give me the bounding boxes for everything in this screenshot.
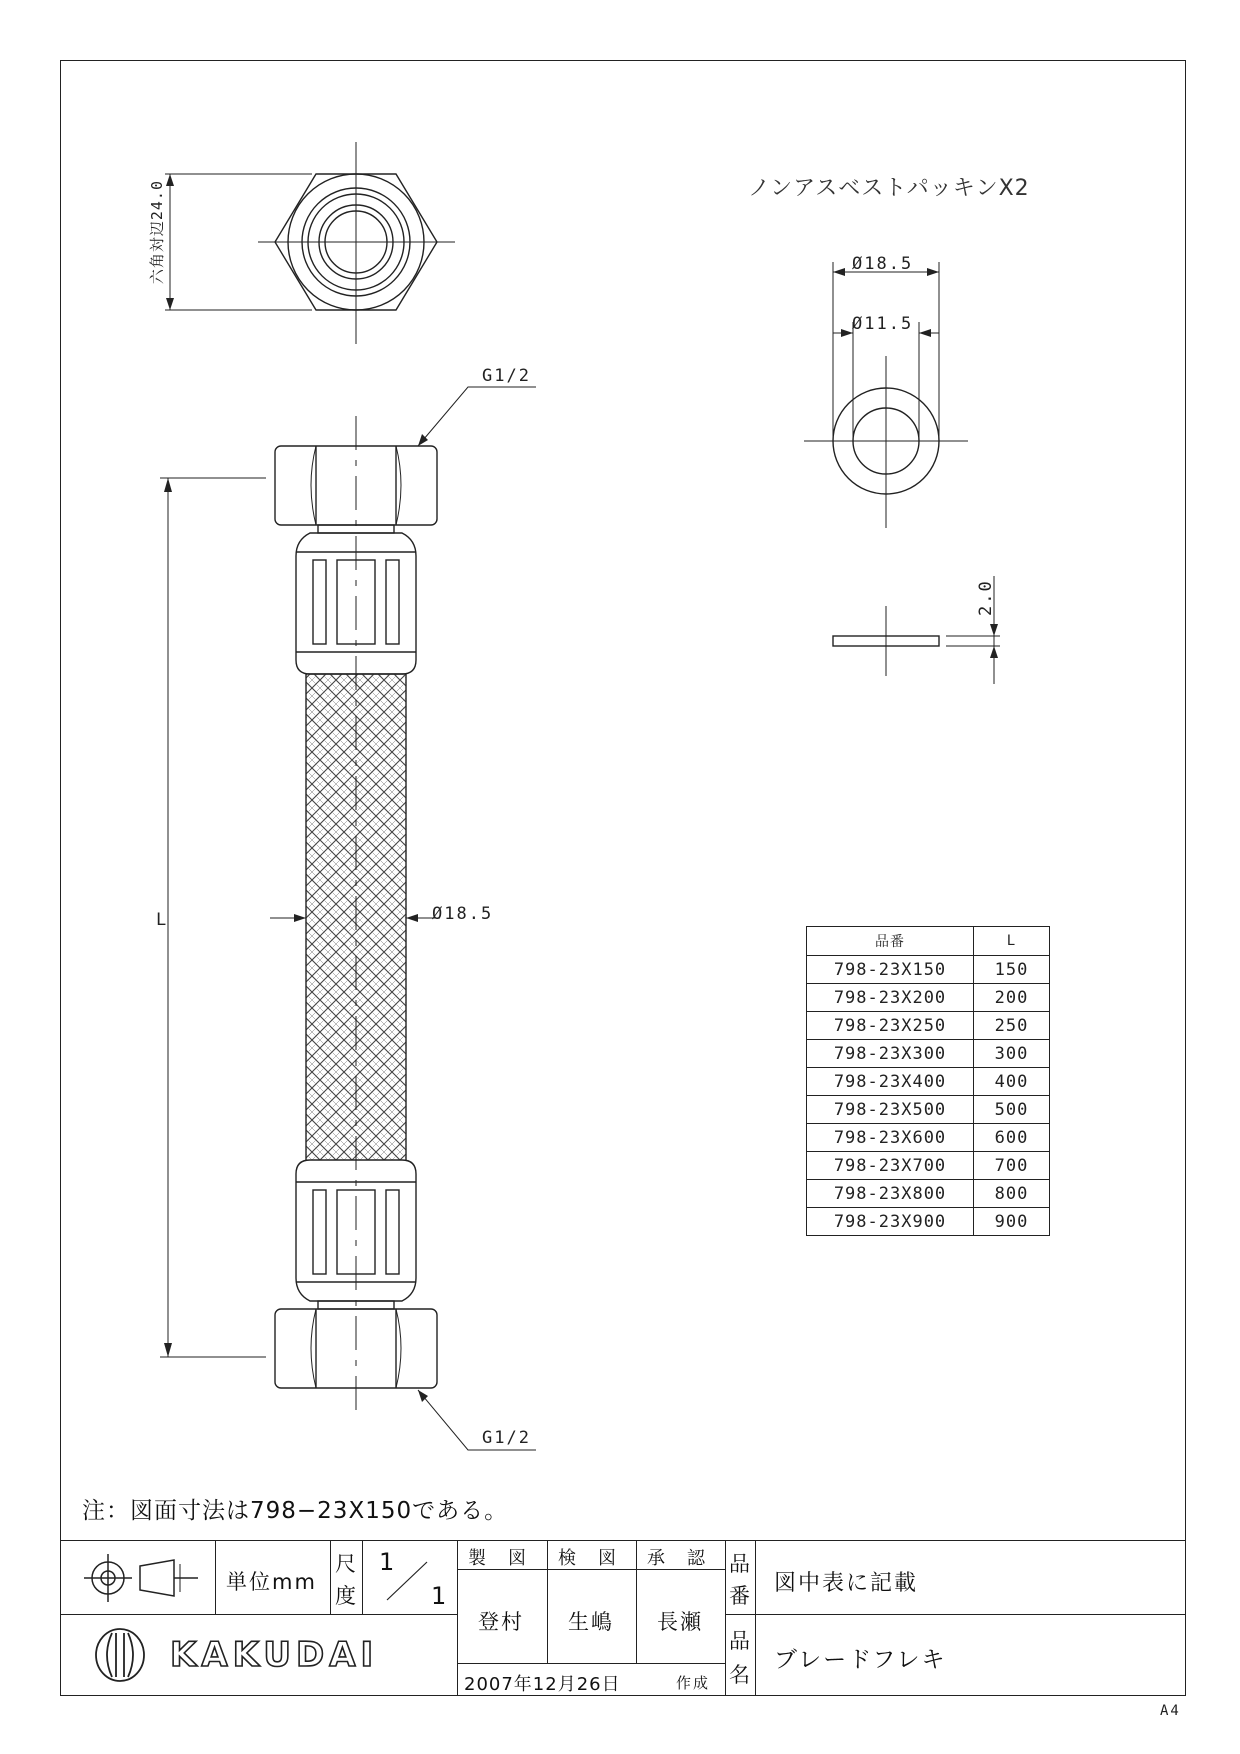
drawn-label-cell [458, 1540, 548, 1570]
sheet-size-label: A4 [1160, 1703, 1181, 1719]
table-cell-length: 250 [974, 1012, 1050, 1040]
unit-value: 単位mm [226, 1570, 317, 1594]
table-cell-length: 150 [974, 956, 1050, 984]
company-logo-cell [60, 1615, 458, 1696]
table-row [807, 1040, 1050, 1068]
table-cell-length: 500 [974, 1096, 1050, 1124]
title-block [60, 1540, 1186, 1696]
table-row [807, 1208, 1050, 1236]
table-cell-part-no: 798-23X900 [807, 1208, 974, 1236]
table-cell-part-no: 798-23X200 [807, 984, 974, 1012]
approved-label: 承 認 [647, 1548, 707, 1569]
table-row [807, 1180, 1050, 1208]
table-cell-length: 400 [974, 1068, 1050, 1096]
part-name-label-2: 名 [729, 1663, 752, 1687]
drawing-note: 注：図面寸法は798−23X150である。 [82, 1498, 509, 1524]
scale-label-2: 度 [335, 1584, 358, 1608]
table-row [807, 1096, 1050, 1124]
part-name-label-1: 品 [729, 1629, 752, 1653]
table-row [807, 956, 1050, 984]
table-cell-part-no: 798-23X400 [807, 1068, 974, 1096]
unit-cell [216, 1540, 331, 1615]
part-name-value: ブレードフレキ [774, 1647, 947, 1673]
table-cell-part-no: 798-23X700 [807, 1152, 974, 1180]
part-no-label-1: 品 [729, 1552, 752, 1576]
part-name-value-cell [756, 1615, 1186, 1696]
packing-top-view [804, 262, 968, 528]
table-row [807, 984, 1050, 1012]
hose-diameter-label: Ø18.5 [432, 904, 494, 924]
drawn-by-cell [458, 1570, 548, 1664]
creation-date: 2007年12月26日 [464, 1674, 621, 1695]
packing-title: ノンアスベストパッキンX2 [748, 176, 1030, 201]
table-cell-part-no: 798-23X500 [807, 1096, 974, 1124]
checked-by: 生嶋 [568, 1610, 614, 1634]
checked-label: 検 図 [558, 1548, 618, 1569]
approved-label-cell [637, 1540, 726, 1570]
table-header-row [807, 927, 1050, 956]
scale-denominator: 1 [431, 1582, 449, 1610]
approved-by-cell [637, 1570, 726, 1664]
table-cell-part-no: 798-23X300 [807, 1040, 974, 1068]
table-cell-part-no: 798-23X800 [807, 1180, 974, 1208]
projection-symbol-icon [60, 1540, 216, 1615]
part-no-label-cell [726, 1540, 756, 1615]
scale-label-1: 尺 [335, 1552, 358, 1576]
part-no-label-2: 番 [729, 1584, 752, 1608]
packing-side-view [833, 576, 1000, 684]
hex-end-view [165, 142, 455, 344]
packing-inner-label: Ø11.5 [852, 314, 914, 334]
table-cell-part-no: 798-23X600 [807, 1124, 974, 1152]
table-cell-length: 700 [974, 1152, 1050, 1180]
date-cell [458, 1664, 726, 1696]
table-header-part-no: 品番 [807, 927, 974, 956]
hex-width-label: 六角対辺24.0 [148, 180, 166, 285]
table-cell-part-no: 798-23X150 [807, 956, 974, 984]
table-header-length: L [974, 927, 1050, 956]
scale-label-cell [331, 1540, 363, 1615]
packing-outer-label: Ø18.5 [852, 254, 914, 274]
part-name-label-cell [726, 1615, 756, 1696]
table-row [807, 1012, 1050, 1040]
thread-top-label: G1/2 [482, 366, 531, 386]
drawn-by: 登村 [478, 1610, 524, 1634]
table-cell-length: 900 [974, 1208, 1050, 1236]
table-row [807, 1152, 1050, 1180]
table-cell-length: 300 [974, 1040, 1050, 1068]
approved-by: 長瀬 [657, 1610, 703, 1634]
parts-table [806, 926, 1050, 1236]
thread-bottom-label: G1/2 [482, 1428, 531, 1448]
table-cell-length: 800 [974, 1180, 1050, 1208]
table-cell-part-no: 798-23X250 [807, 1012, 974, 1040]
table-row [807, 1068, 1050, 1096]
packing-thickness-label: 2.0 [976, 579, 996, 616]
length-label: L [156, 910, 169, 930]
scale-numerator: 1 [379, 1548, 397, 1576]
checked-by-cell [548, 1570, 637, 1664]
kakudai-logo-icon [80, 1615, 160, 1696]
table-cell-length: 600 [974, 1124, 1050, 1152]
drawn-label: 製 図 [468, 1548, 528, 1569]
table-row [807, 1124, 1050, 1152]
scale-value-cell [363, 1540, 458, 1615]
projection-symbol-cell [60, 1540, 216, 1615]
part-no-value-cell [756, 1540, 1186, 1615]
company-name: KAKUDAI [170, 1635, 379, 1675]
creation-date-suffix: 作成 [676, 1674, 711, 1692]
checked-label-cell [548, 1540, 637, 1570]
part-no-value: 図中表に記載 [774, 1571, 919, 1596]
table-cell-length: 200 [974, 984, 1050, 1012]
